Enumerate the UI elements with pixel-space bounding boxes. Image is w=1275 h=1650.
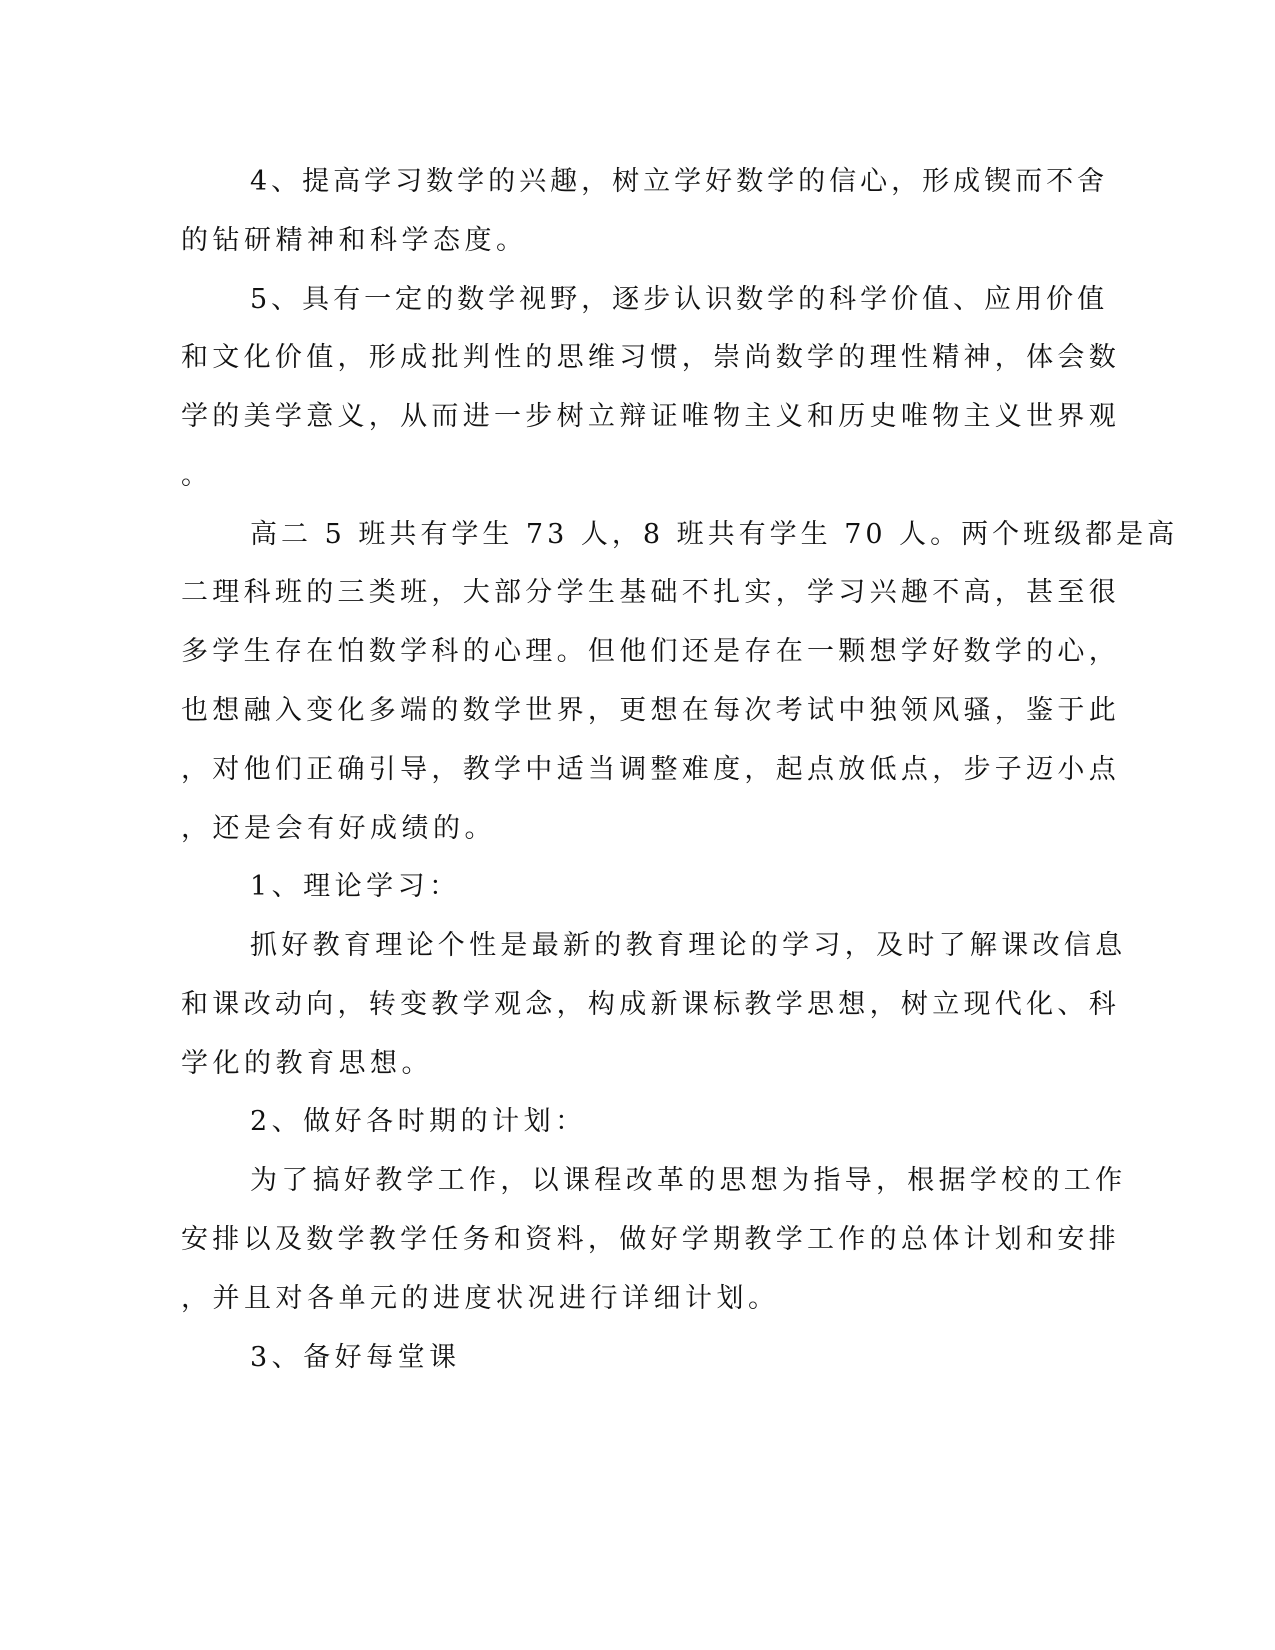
text-line: 二理科班的三类班，大部分学生基础不扎实，学习兴趣不高，甚至很 bbox=[181, 577, 1120, 608]
text-line: ，还是会有好成绩的。 bbox=[181, 813, 496, 844]
text-line: 2、做好各时期的计划： bbox=[250, 1106, 587, 1137]
text-line: 学的美学意义，从而进一步树立辩证唯物主义和历史唯物主义世界观 bbox=[181, 401, 1120, 432]
text-line: ，对他们正确引导，教学中适当调整难度，起点放低点，步子迈小点 bbox=[181, 754, 1120, 785]
text-line: 安排以及数学教学任务和资料，做好学期教学工作的总体计划和安排 bbox=[181, 1224, 1120, 1255]
text-line: 和文化价值，形成批判性的思维习惯，崇尚数学的理性精神，体会数 bbox=[181, 342, 1120, 373]
text-line: 学化的教育思想。 bbox=[181, 1048, 433, 1079]
text-line: 。 bbox=[181, 460, 208, 491]
text-line: 抓好教育理论个性是最新的教育理论的学习，及时了解课改信息 bbox=[250, 930, 1127, 961]
text-line: 3、备好每堂课 bbox=[250, 1342, 461, 1373]
text-line: 也想融入变化多端的数学世界，更想在每次考试中独领风骚，鉴于此 bbox=[181, 695, 1120, 726]
text-line: 多学生存在怕数学科的心理。但他们还是存在一颗想学好数学的心， bbox=[181, 636, 1120, 667]
text-line: 和课改动向，转变教学观念，构成新课标教学思想，树立现代化、科 bbox=[181, 989, 1120, 1020]
text-line: 高二 5 班共有学生 73 人，8 班共有学生 70 人。两个班级都是高 bbox=[250, 519, 1179, 550]
text-line: 的钻研精神和科学态度。 bbox=[181, 225, 528, 256]
text-line: 1、理论学习： bbox=[250, 871, 461, 902]
text-line: ，并且对各单元的进度状况进行详细计划。 bbox=[181, 1283, 780, 1314]
text-line: 4、提高学习数学的兴趣，树立学好数学的信心，形成锲而不舍 bbox=[250, 166, 1109, 197]
text-line: 5、具有一定的数学视野，逐步认识数学的科学价值、应用价值 bbox=[250, 284, 1109, 315]
text-line: 为了搞好教学工作，以课程改革的思想为指导，根据学校的工作 bbox=[250, 1165, 1127, 1196]
